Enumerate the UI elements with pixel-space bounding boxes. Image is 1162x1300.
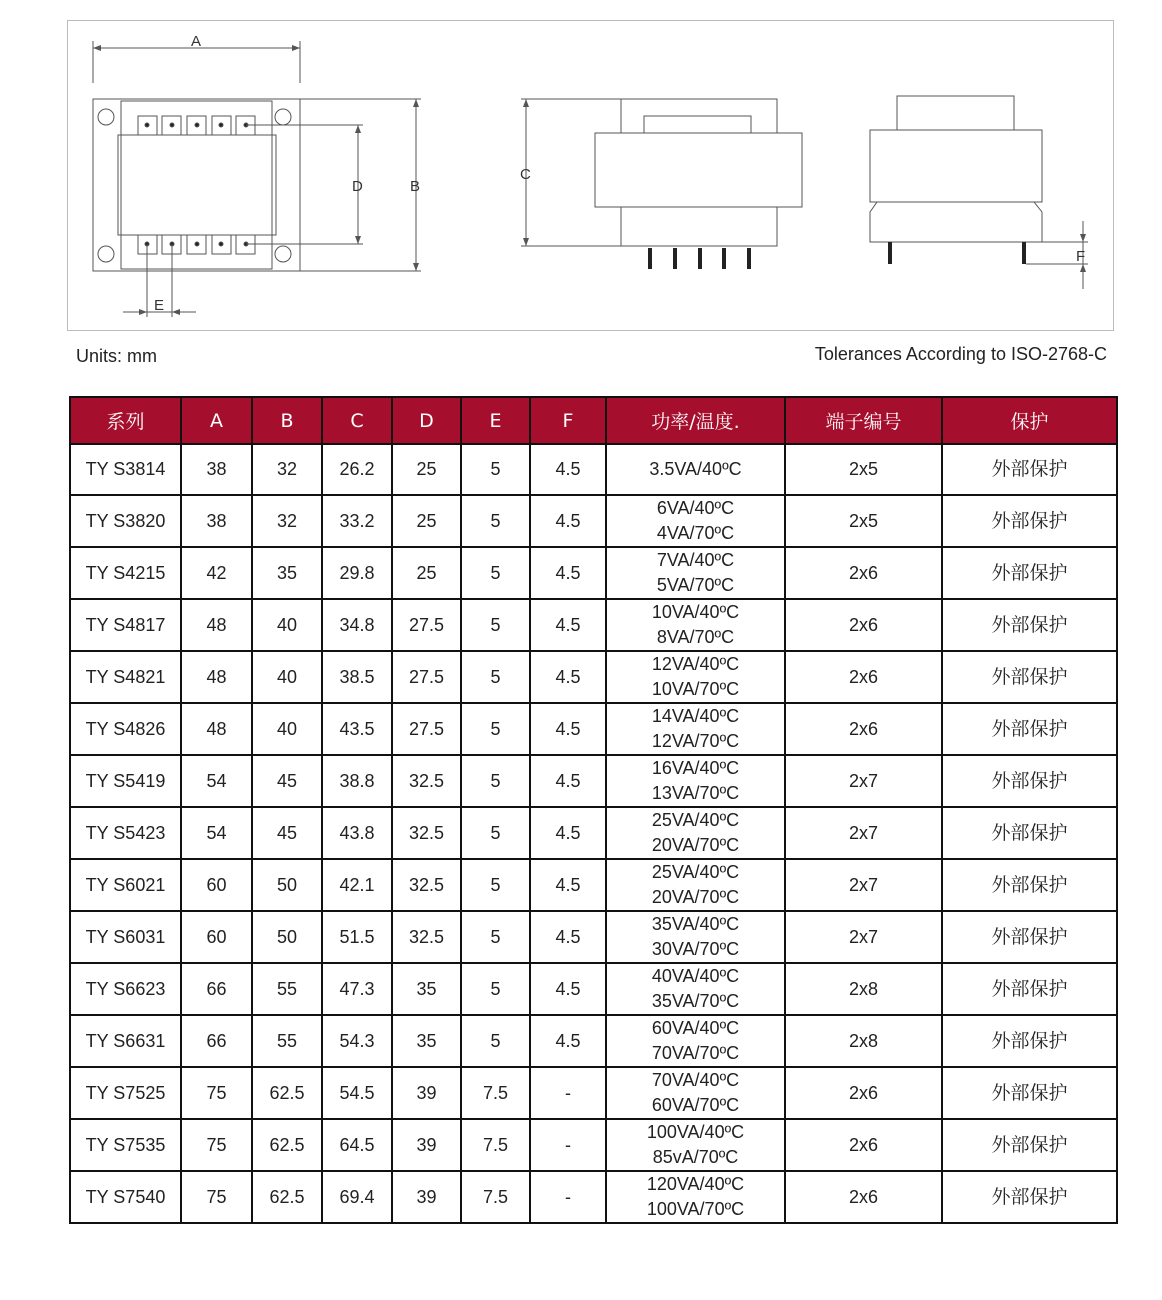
table-row bbox=[70, 547, 1117, 599]
cell-protection: 外部保护 bbox=[942, 1067, 1117, 1119]
cell-terminals: 2x6 bbox=[785, 651, 942, 703]
cell-terminals: 2x7 bbox=[785, 755, 942, 807]
power-rating-line: 70VA/70ºC bbox=[651, 1043, 740, 1063]
table-row bbox=[70, 807, 1117, 859]
cell-c: 64.5 bbox=[322, 1119, 392, 1171]
cell-b: 32 bbox=[252, 444, 322, 495]
cell-d: 32.5 bbox=[392, 911, 461, 963]
cell-e: 7.5 bbox=[461, 1067, 530, 1119]
dim-a-label: A bbox=[191, 33, 202, 50]
cell-terminals: 2x6 bbox=[785, 703, 942, 755]
cell-c: 43.8 bbox=[322, 807, 392, 859]
cell-protection: 外部保护 bbox=[942, 495, 1117, 547]
cell-b: 55 bbox=[252, 1015, 322, 1067]
cell-protection: 外部保护 bbox=[942, 755, 1117, 807]
cell-series: TY S3814 bbox=[70, 444, 181, 495]
cell-e: 5 bbox=[461, 599, 530, 651]
cell-series: TY S5419 bbox=[70, 755, 181, 807]
header-protection: 保护 bbox=[942, 397, 1117, 444]
power-rating-line: 60VA/40ºC bbox=[651, 1018, 740, 1038]
header-terminals: 端子编号 bbox=[785, 397, 942, 444]
cell-terminals: 2x6 bbox=[785, 599, 942, 651]
cell-c: 69.4 bbox=[322, 1171, 392, 1223]
dim-f-label: F bbox=[1076, 248, 1086, 265]
table-row bbox=[70, 444, 1117, 495]
power-rating-line: 100VA/70ºC bbox=[646, 1199, 745, 1219]
cell-power bbox=[606, 1015, 785, 1067]
cell-c: 54.5 bbox=[322, 1067, 392, 1119]
table-row bbox=[70, 859, 1117, 911]
cell-c: 54.3 bbox=[322, 1015, 392, 1067]
table-row bbox=[70, 1015, 1117, 1067]
power-rating-line: 16VA/40ºC bbox=[651, 758, 740, 778]
table-row bbox=[70, 651, 1117, 703]
cell-b: 35 bbox=[252, 547, 322, 599]
cell-series: TY S7535 bbox=[70, 1119, 181, 1171]
side-view-pins bbox=[888, 242, 1026, 264]
cell-power bbox=[606, 651, 785, 703]
power-rating-line: 6VA/40ºC bbox=[656, 498, 735, 518]
table-body bbox=[70, 444, 1117, 1223]
cell-b: 45 bbox=[252, 755, 322, 807]
power-rating-line: 85vA/70ºC bbox=[652, 1147, 739, 1167]
cell-b: 40 bbox=[252, 651, 322, 703]
cell-b: 62.5 bbox=[252, 1171, 322, 1223]
power-rating-line: 20VA/70ºC bbox=[651, 835, 740, 855]
cell-power bbox=[606, 1067, 785, 1119]
cell-b: 50 bbox=[252, 911, 322, 963]
cell-terminals: 2x6 bbox=[785, 547, 942, 599]
cell-protection: 外部保护 bbox=[942, 599, 1117, 651]
cell-a: 38 bbox=[181, 444, 252, 495]
power-rating-line: 25VA/40ºC bbox=[651, 810, 740, 830]
cell-terminals: 2x7 bbox=[785, 807, 942, 859]
cell-f: 4.5 bbox=[530, 807, 606, 859]
tolerance-note: Tolerances According to ISO-2768-C bbox=[814, 344, 1107, 364]
cell-power bbox=[606, 807, 785, 859]
cell-d: 39 bbox=[392, 1171, 461, 1223]
power-rating-line: 7VA/40ºC bbox=[656, 550, 735, 570]
cell-b: 40 bbox=[252, 599, 322, 651]
cell-series: TY S4826 bbox=[70, 703, 181, 755]
power-rating-line: 12VA/40ºC bbox=[651, 654, 740, 674]
cell-power bbox=[606, 599, 785, 651]
cell-a: 66 bbox=[181, 1015, 252, 1067]
cell-c: 29.8 bbox=[322, 547, 392, 599]
power-rating-line: 4VA/70ºC bbox=[656, 523, 735, 543]
cell-d: 25 bbox=[392, 444, 461, 495]
cell-f: 4.5 bbox=[530, 651, 606, 703]
table-row bbox=[70, 1119, 1117, 1171]
cell-f: 4.5 bbox=[530, 911, 606, 963]
cell-protection: 外部保护 bbox=[942, 547, 1117, 599]
cell-c: 34.8 bbox=[322, 599, 392, 651]
cell-power bbox=[606, 911, 785, 963]
cell-d: 27.5 bbox=[392, 599, 461, 651]
cell-a: 75 bbox=[181, 1119, 252, 1171]
cell-b: 45 bbox=[252, 807, 322, 859]
cell-series: TY S6031 bbox=[70, 911, 181, 963]
cell-d: 39 bbox=[392, 1067, 461, 1119]
cell-c: 42.1 bbox=[322, 859, 392, 911]
cell-protection: 外部保护 bbox=[942, 444, 1117, 495]
cell-power bbox=[606, 1171, 785, 1223]
cell-c: 47.3 bbox=[322, 963, 392, 1015]
cell-f: 4.5 bbox=[530, 755, 606, 807]
power-rating-line: 35VA/40ºC bbox=[651, 914, 740, 934]
cell-a: 75 bbox=[181, 1067, 252, 1119]
cell-series: TY S7525 bbox=[70, 1067, 181, 1119]
cell-a: 48 bbox=[181, 651, 252, 703]
header-a: A bbox=[181, 397, 252, 444]
power-rating-line: 10VA/40ºC bbox=[651, 602, 740, 622]
cell-power bbox=[606, 963, 785, 1015]
cell-f: 4.5 bbox=[530, 859, 606, 911]
cell-f: 4.5 bbox=[530, 1015, 606, 1067]
header-row bbox=[70, 397, 1117, 444]
power-rating-line: 20VA/70ºC bbox=[651, 887, 740, 907]
table-row bbox=[70, 963, 1117, 1015]
cell-power bbox=[606, 495, 785, 547]
cell-terminals: 2x6 bbox=[785, 1171, 942, 1223]
table-row bbox=[70, 495, 1117, 547]
cell-d: 25 bbox=[392, 547, 461, 599]
table-row bbox=[70, 911, 1117, 963]
spec-table bbox=[69, 396, 1118, 1224]
side-view bbox=[870, 96, 1088, 289]
power-rating-line: 14VA/40ºC bbox=[651, 706, 740, 726]
cell-d: 39 bbox=[392, 1119, 461, 1171]
cell-b: 62.5 bbox=[252, 1067, 322, 1119]
cell-f: - bbox=[530, 1067, 606, 1119]
dim-c-label: C bbox=[520, 166, 531, 183]
front-view-pins bbox=[648, 248, 751, 269]
cell-e: 5 bbox=[461, 703, 530, 755]
cell-d: 32.5 bbox=[392, 807, 461, 859]
cell-series: TY S7540 bbox=[70, 1171, 181, 1223]
cell-b: 62.5 bbox=[252, 1119, 322, 1171]
dim-b-label: B bbox=[410, 178, 421, 195]
cell-c: 26.2 bbox=[322, 444, 392, 495]
cell-e: 5 bbox=[461, 444, 530, 495]
power-rating-line: 35VA/70ºC bbox=[651, 991, 740, 1011]
cell-f: - bbox=[530, 1171, 606, 1223]
header-e: E bbox=[461, 397, 530, 444]
cell-a: 60 bbox=[181, 859, 252, 911]
cell-power bbox=[606, 547, 785, 599]
cell-a: 54 bbox=[181, 807, 252, 859]
power-rating-line: 120VA/40ºC bbox=[646, 1174, 745, 1194]
cell-protection: 外部保护 bbox=[942, 1171, 1117, 1223]
cell-e: 5 bbox=[461, 911, 530, 963]
cell-d: 27.5 bbox=[392, 651, 461, 703]
cell-protection: 外部保护 bbox=[942, 963, 1117, 1015]
power-rating-line: 25VA/40ºC bbox=[651, 862, 740, 882]
cell-e: 5 bbox=[461, 859, 530, 911]
technical-drawing bbox=[67, 20, 1114, 331]
cell-e: 5 bbox=[461, 755, 530, 807]
cell-f: 4.5 bbox=[530, 599, 606, 651]
cell-power bbox=[606, 703, 785, 755]
cell-c: 33.2 bbox=[322, 495, 392, 547]
cell-e: 7.5 bbox=[461, 1171, 530, 1223]
dim-e-label: E bbox=[154, 297, 165, 314]
top-view bbox=[93, 33, 421, 317]
cell-terminals: 2x8 bbox=[785, 1015, 942, 1067]
power-rating-line: 3.5VA/40ºC bbox=[649, 459, 742, 479]
cell-terminals: 2x6 bbox=[785, 1119, 942, 1171]
cell-e: 5 bbox=[461, 1015, 530, 1067]
table-row bbox=[70, 703, 1117, 755]
cell-e: 5 bbox=[461, 651, 530, 703]
cell-protection: 外部保护 bbox=[942, 1119, 1117, 1171]
cell-f: 4.5 bbox=[530, 495, 606, 547]
cell-terminals: 2x8 bbox=[785, 963, 942, 1015]
cell-a: 42 bbox=[181, 547, 252, 599]
table-row bbox=[70, 599, 1117, 651]
cell-power bbox=[606, 859, 785, 911]
table-row bbox=[70, 755, 1117, 807]
cell-protection: 外部保护 bbox=[942, 703, 1117, 755]
cell-b: 50 bbox=[252, 859, 322, 911]
power-rating-line: 60VA/70ºC bbox=[651, 1095, 740, 1115]
cell-power bbox=[606, 1119, 785, 1171]
cell-e: 5 bbox=[461, 495, 530, 547]
table-header bbox=[70, 397, 1117, 444]
power-rating-line: 70VA/40ºC bbox=[651, 1070, 740, 1090]
power-rating-line: 13VA/70ºC bbox=[651, 783, 740, 803]
cell-e: 5 bbox=[461, 963, 530, 1015]
cell-protection: 外部保护 bbox=[942, 911, 1117, 963]
cell-c: 43.5 bbox=[322, 703, 392, 755]
cell-protection: 外部保护 bbox=[942, 807, 1117, 859]
power-rating-line: 5VA/70ºC bbox=[656, 575, 735, 595]
cell-d: 27.5 bbox=[392, 703, 461, 755]
top-pin-row bbox=[138, 116, 255, 135]
cell-f: 4.5 bbox=[530, 703, 606, 755]
cell-power bbox=[606, 755, 785, 807]
cell-series: TY S4817 bbox=[70, 599, 181, 651]
cell-d: 35 bbox=[392, 963, 461, 1015]
cell-f: 4.5 bbox=[530, 963, 606, 1015]
cell-d: 32.5 bbox=[392, 859, 461, 911]
cell-protection: 外部保护 bbox=[942, 1015, 1117, 1067]
header-c: C bbox=[322, 397, 392, 444]
power-rating-line: 8VA/70ºC bbox=[656, 627, 735, 647]
power-rating-line: 30VA/70ºC bbox=[651, 939, 740, 959]
cell-terminals: 2x7 bbox=[785, 911, 942, 963]
header-d: D bbox=[392, 397, 461, 444]
cell-f: 4.5 bbox=[530, 444, 606, 495]
cell-terminals: 2x5 bbox=[785, 444, 942, 495]
table-row bbox=[70, 1171, 1117, 1223]
cell-series: TY S3820 bbox=[70, 495, 181, 547]
cell-series: TY S6631 bbox=[70, 1015, 181, 1067]
cell-c: 51.5 bbox=[322, 911, 392, 963]
cell-b: 32 bbox=[252, 495, 322, 547]
table-row bbox=[70, 1067, 1117, 1119]
cell-terminals: 2x7 bbox=[785, 859, 942, 911]
cell-f: - bbox=[530, 1119, 606, 1171]
cell-series: TY S6623 bbox=[70, 963, 181, 1015]
units-note: Units: mm bbox=[76, 346, 157, 366]
dim-d-label: D bbox=[352, 178, 363, 195]
cell-a: 48 bbox=[181, 599, 252, 651]
cell-protection: 外部保护 bbox=[942, 859, 1117, 911]
cell-e: 7.5 bbox=[461, 1119, 530, 1171]
cell-a: 60 bbox=[181, 911, 252, 963]
cell-protection: 外部保护 bbox=[942, 651, 1117, 703]
header-power: 功率/温度. bbox=[606, 397, 785, 444]
header-f: F bbox=[530, 397, 606, 444]
cell-series: TY S4821 bbox=[70, 651, 181, 703]
cell-a: 38 bbox=[181, 495, 252, 547]
cell-d: 35 bbox=[392, 1015, 461, 1067]
cell-c: 38.5 bbox=[322, 651, 392, 703]
cell-b: 40 bbox=[252, 703, 322, 755]
cell-series: TY S5423 bbox=[70, 807, 181, 859]
cell-power bbox=[606, 444, 785, 495]
header-b: B bbox=[252, 397, 322, 444]
transformer-dimension-drawing bbox=[68, 21, 1115, 332]
header-series: 系列 bbox=[70, 397, 181, 444]
power-rating-line: 100VA/40ºC bbox=[646, 1122, 745, 1142]
cell-e: 5 bbox=[461, 807, 530, 859]
power-rating-line: 12VA/70ºC bbox=[651, 731, 740, 751]
cell-f: 4.5 bbox=[530, 547, 606, 599]
cell-e: 5 bbox=[461, 547, 530, 599]
power-rating-line: 40VA/40ºC bbox=[651, 966, 740, 986]
cell-series: TY S6021 bbox=[70, 859, 181, 911]
cell-b: 55 bbox=[252, 963, 322, 1015]
cell-a: 54 bbox=[181, 755, 252, 807]
cell-terminals: 2x5 bbox=[785, 495, 942, 547]
cell-a: 75 bbox=[181, 1171, 252, 1223]
cell-d: 32.5 bbox=[392, 755, 461, 807]
cell-a: 66 bbox=[181, 963, 252, 1015]
cell-series: TY S4215 bbox=[70, 547, 181, 599]
cell-c: 38.8 bbox=[322, 755, 392, 807]
bottom-pin-row bbox=[138, 235, 255, 254]
power-rating-line: 10VA/70ºC bbox=[651, 679, 740, 699]
cell-d: 25 bbox=[392, 495, 461, 547]
cell-a: 48 bbox=[181, 703, 252, 755]
cell-terminals: 2x6 bbox=[785, 1067, 942, 1119]
front-view bbox=[520, 99, 802, 269]
